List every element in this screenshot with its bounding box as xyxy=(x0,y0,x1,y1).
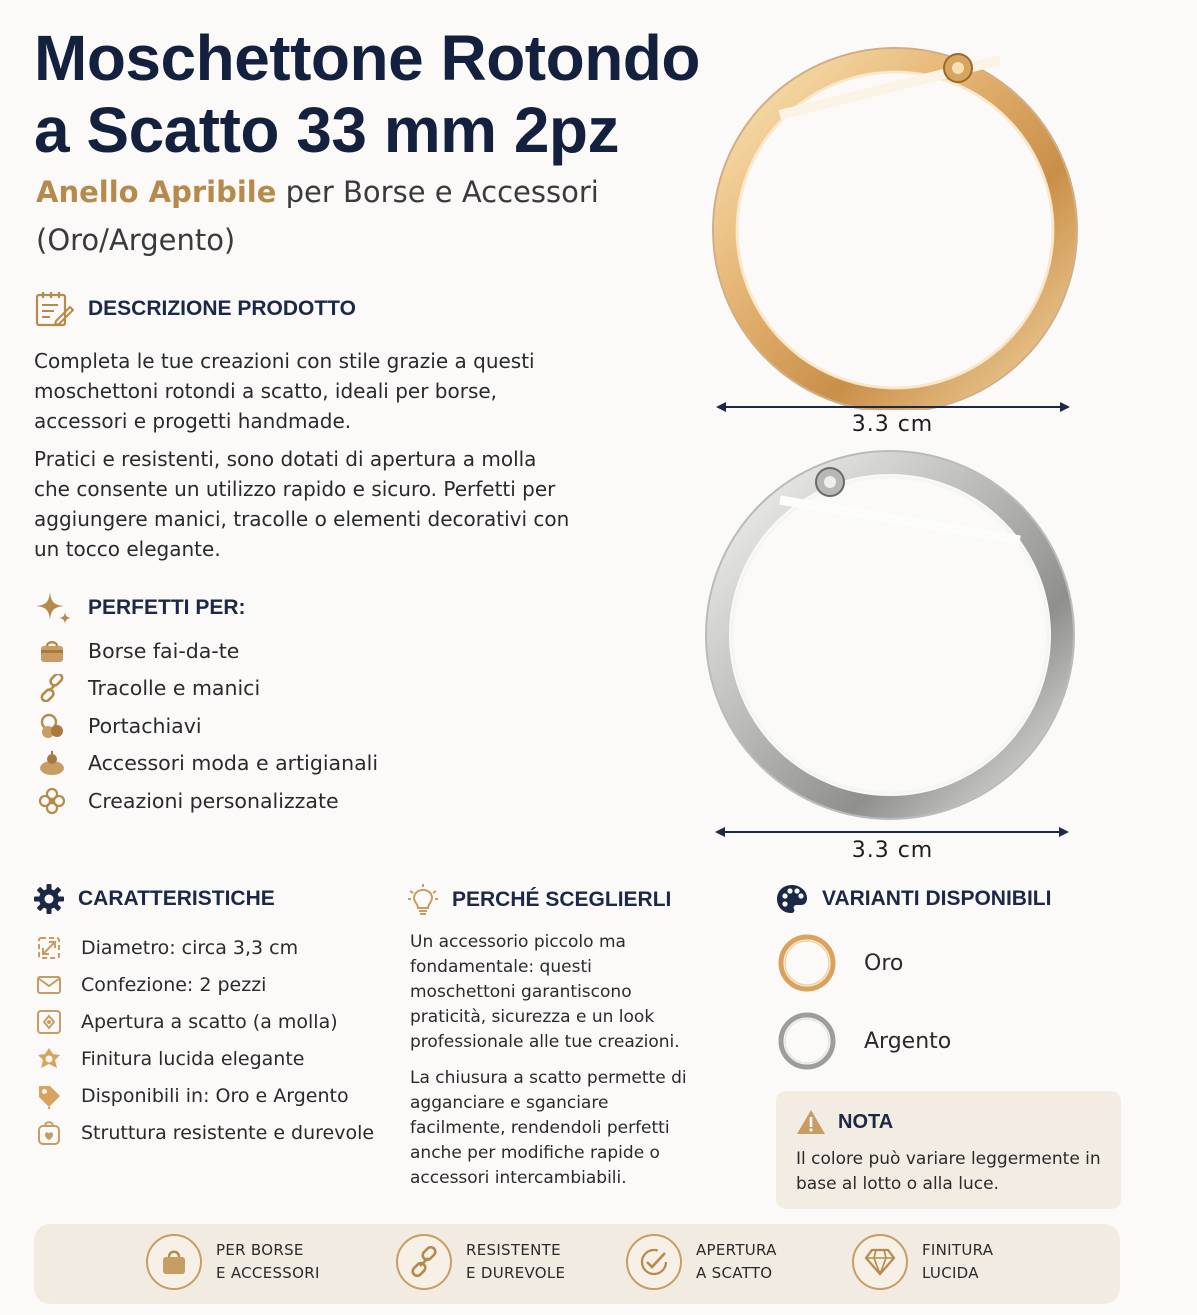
perfect-for-list xyxy=(36,632,378,820)
description-paragraph-2: Pratici e resistenti, sono dotati di apertura a molla che consente un utilizzo rapido e sicuro. Perfetti per aggiungere manici, tracolle o elementi decorativi con un tocco elegante. xyxy=(34,447,570,561)
why-heading xyxy=(408,884,671,916)
why-heading-text: PERCHÉ SCEGLIERLI xyxy=(452,888,672,911)
variants-heading xyxy=(776,884,1051,914)
note-box xyxy=(776,1091,1121,1209)
spring-icon xyxy=(33,1008,65,1036)
check-icon xyxy=(626,1234,682,1290)
flower-icon xyxy=(36,787,68,815)
subtitle-line-2: (Oro/Argento) xyxy=(36,223,236,257)
note-heading-text: NOTA xyxy=(838,1110,894,1133)
page-title xyxy=(34,22,724,166)
subtitle xyxy=(36,168,696,264)
note-heading xyxy=(796,1109,1101,1135)
description-heading xyxy=(34,290,356,328)
bag-icon xyxy=(36,637,68,665)
list-item: Borse fai-da-te xyxy=(36,632,378,670)
shine-icon xyxy=(33,1045,65,1073)
palette-icon xyxy=(776,884,808,914)
list-item: Creazioni personalizzate xyxy=(36,782,378,820)
title-line-1: Moschettone Rotondo xyxy=(34,22,700,94)
list-item: Struttura resistente e durevole xyxy=(33,1114,374,1151)
notepad-icon xyxy=(34,290,74,328)
features-heading xyxy=(34,884,275,914)
craft-icon xyxy=(36,749,68,777)
note-text: Il colore può variare leggermente in base al lotto o alla luce. xyxy=(796,1149,1101,1194)
title-line-2: a Scatto 33 mm 2pz xyxy=(34,94,619,166)
variants-heading-text: VARIANTI DISPONIBILI xyxy=(822,887,1052,910)
list-item: Diametro: circa 3,3 cm xyxy=(33,929,374,966)
footer-badges xyxy=(34,1224,1120,1304)
shield-icon xyxy=(33,1119,65,1147)
warning-icon xyxy=(796,1109,826,1135)
variant-gold-label: Oro xyxy=(864,950,904,976)
list-item: Portachiavi xyxy=(36,707,378,745)
diamond-icon xyxy=(852,1234,908,1290)
sparkle-icon xyxy=(34,590,74,626)
bag-icon xyxy=(146,1234,202,1290)
variant-silver xyxy=(776,1010,951,1072)
silver-ring-icon xyxy=(776,1010,838,1072)
perfect-for-heading-text: PERFETTI PER: xyxy=(88,596,246,619)
box-icon xyxy=(33,971,65,999)
list-item: Disponibili in: Oro e Argento xyxy=(33,1077,374,1114)
lightbulb-icon xyxy=(408,884,438,916)
badge-durable: RESISTENTE E DUREVOLE xyxy=(396,1234,565,1290)
gear-icon xyxy=(34,884,64,914)
gold-ring-image xyxy=(700,20,1100,410)
list-item: Tracolle e manici xyxy=(36,670,378,708)
tag-icon xyxy=(33,1082,65,1110)
list-item: Confezione: 2 pezzi xyxy=(33,966,374,1003)
features-heading-text: CARATTERISTICHE xyxy=(78,887,275,910)
perfect-for-heading xyxy=(34,590,246,626)
subtitle-accent: Anello Apribile xyxy=(36,175,277,209)
list-item: Finitura lucida elegante xyxy=(33,1040,374,1077)
badge-bags: PER BORSE E ACCESSORI xyxy=(146,1234,320,1290)
subtitle-rest: per Borse e Accessori xyxy=(276,175,599,209)
description-heading-text: DESCRIZIONE PRODOTTO xyxy=(88,297,356,320)
expand-icon xyxy=(33,934,65,962)
link-icon xyxy=(36,674,68,702)
badge-snap: APERTURA A SCATTO xyxy=(626,1234,777,1290)
silver-dimension-label: 3.3 cm xyxy=(851,838,934,863)
gold-ring-icon xyxy=(776,932,838,994)
link-icon xyxy=(396,1234,452,1290)
keychain-icon xyxy=(36,712,68,740)
why-paragraph-1: Un accessorio piccolo ma fondamentale: questi moschettoni garantiscono praticità, sicurezza e un look professionale alle tue creazioni. xyxy=(410,932,680,1052)
list-item: Apertura a scatto (a molla) xyxy=(33,1003,374,1040)
list-item: Accessori moda e artigianali xyxy=(36,745,378,783)
gold-dimension-label: 3.3 cm xyxy=(851,412,934,437)
variant-gold xyxy=(776,932,903,994)
why-paragraph-2: La chiusura a scatto permette di agganciare e sganciare facilmente, rendendoli perfetti anche per modifiche rapide o accessori intercambiabili. xyxy=(410,1068,687,1188)
description-paragraph-1: Completa le tue creazioni con stile grazie a questi moschettoni rotondi a scatto, ideali per borse, accessori e progetti handmade. xyxy=(34,349,535,433)
silver-ring-image xyxy=(690,440,1095,825)
badge-finish: FINITURA LUCIDA xyxy=(852,1234,993,1290)
features-list xyxy=(33,929,374,1151)
variant-silver-label: Argento xyxy=(864,1028,952,1054)
